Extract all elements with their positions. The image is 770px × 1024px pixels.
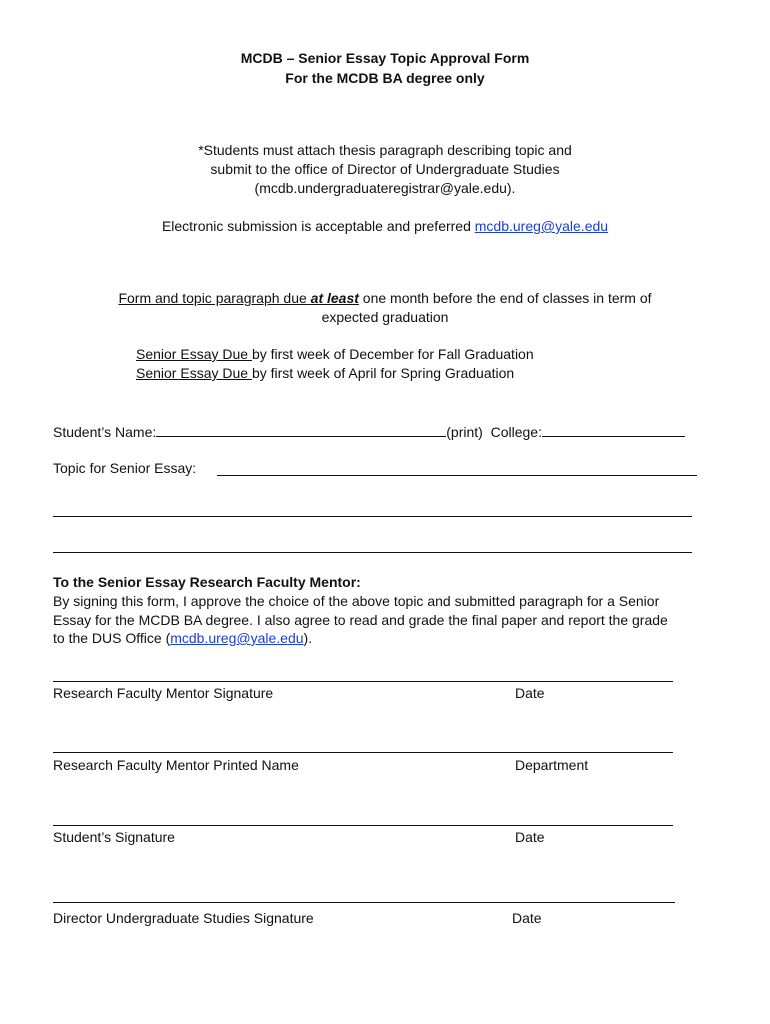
- department-label: Department: [515, 757, 589, 773]
- mentor-text-line-3: [53, 630, 312, 646]
- dus-signature-line[interactable]: [53, 902, 675, 903]
- fall-due-label: Senior Essay Due: [136, 346, 252, 362]
- form-title: MCDB – Senior Essay Topic Approval Form: [240, 50, 530, 66]
- student-signature-label: Student’s Signature: [53, 829, 175, 845]
- fall-due-note: [136, 346, 534, 362]
- spring-due-note: [136, 365, 514, 381]
- mentor-heading: To the Senior Essay Research Faculty Mentor:: [53, 574, 361, 590]
- student-name-row: [53, 424, 685, 440]
- college-field[interactable]: [542, 424, 685, 437]
- deadline-emphasis: at least: [310, 290, 359, 306]
- student-name-label: Student’s Name:: [53, 424, 157, 440]
- spring-due-label: Senior Essay Due: [136, 365, 252, 381]
- mentor-signature-line[interactable]: [53, 681, 673, 682]
- topic-field-line-2[interactable]: [53, 516, 692, 517]
- topic-field-line-3[interactable]: [53, 552, 692, 553]
- mentor-printed-name-line[interactable]: [53, 752, 673, 753]
- student-name-field[interactable]: [156, 424, 446, 437]
- mentor-text-line-1: By signing this form, I approve the choice of the above topic and submitted paragraph for a Senior: [53, 593, 660, 609]
- topic-field-line-1[interactable]: [217, 475, 697, 476]
- student-signature-date-label: Date: [515, 829, 545, 845]
- print-label: (print): [446, 424, 483, 440]
- instruction-line-1: *Students must attach thesis paragraph describing topic and: [198, 142, 572, 158]
- mentor-text-line-2: Essay for the MCDB BA degree. I also agree to read and grade the final paper and report the grade: [53, 612, 668, 628]
- electronic-submission-text: Electronic submission is acceptable and preferred: [161, 218, 475, 234]
- mentor-signature-date-label: Date: [515, 685, 545, 701]
- deadline-label: Form and topic paragraph due: [118, 290, 311, 306]
- deadline-rest: one month before the end of classes in term of: [358, 290, 652, 306]
- mentor-signature-label: Research Faculty Mentor Signature: [53, 685, 274, 701]
- mentor-printed-name-label: Research Faculty Mentor Printed Name: [53, 757, 299, 773]
- dus-signature-label: Director Undergraduate Studies Signature: [53, 910, 314, 926]
- student-signature-line[interactable]: [53, 825, 673, 826]
- topic-label: Topic for Senior Essay:: [53, 460, 197, 476]
- mentor-text-prefix: to the DUS Office (: [53, 630, 171, 646]
- ureg-email-link[interactable]: mcdb.ureg@yale.edu: [474, 218, 609, 234]
- fall-due-text: by first week of December for Fall Graduation: [251, 346, 534, 362]
- mentor-email-link[interactable]: mcdb.ureg@yale.edu: [170, 630, 304, 646]
- college-label: College:: [490, 424, 542, 440]
- form-subtitle: For the MCDB BA degree only: [285, 70, 485, 86]
- deadline-line-2: expected graduation: [321, 309, 449, 325]
- deadline-line-1: [0, 290, 770, 306]
- spring-due-text: by first week of April for Spring Graduation: [251, 365, 515, 381]
- instruction-line-3: (mcdb.undergraduateregistrar@yale.edu).: [254, 180, 516, 196]
- instruction-line-2: submit to the office of Director of Undergraduate Studies: [210, 161, 560, 177]
- electronic-submission-note: [0, 218, 770, 234]
- dus-signature-date-label: Date: [512, 910, 542, 926]
- mentor-text-suffix: ).: [303, 630, 313, 646]
